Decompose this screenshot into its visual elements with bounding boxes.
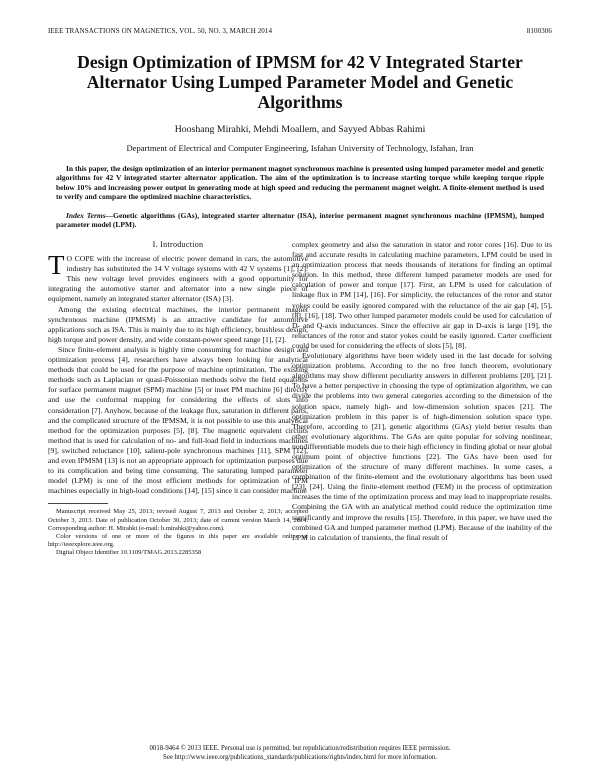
intro-paragraph-2: Among the existing electrical machines, the interior permanent magnet synchronous machine (IPMSM) is an attractive candidate for automotive applications such as ISA. This is mainly due to its high efficiency, brushless design, high torque and power density, and wide constant-power speed range [1], [2]. [48,304,308,344]
footnote-manuscript: Manuscript received May 25, 2013; revised August 7, 2013 and October 2, 2013; accepted October 3, 2013. Date of publication October 30, 2013; date of current version March 14, 2014. Corresponding author: H. Mirahki (e-mail: h.mirahki@yahoo.com). [48,508,308,532]
copyright-line: 0018-9464 © 2013 IEEE. Personal use is permitted, but republication/redistribution requires IEEE permission. [149,745,451,752]
index-terms-text: —Genetic algorithms (GAs), integrated starter alternator (ISA), interior permanent magnet synchronous machine (IPMSM), lumped parameter model (LPM). [56,211,544,230]
index-terms [56,211,544,230]
abstract: In this paper, the design optimization of an interior permanent magnet synchronous machine is presented using lumped parameter model and genetic algorithms for 42 V integrated starter alternator application. The aim of the optimization is to increase starting torque while keeping torque ripple below 10% and increasing power output in generating mode at high speed and reducing the permanent magnet weight. A finite-element method is used to verify and compare the optimized machine characteristics. [56,164,544,202]
intro-paragraph-4: complex geometry and also the saturation in stator and rotor cores [16]. Due to its fast and accurate results in calculating machine parameters, LPM could be used in an optimization process that needs thousands of iterations for finding an optimal solution. In this method, three different lumped parameter models are used for calculation of power and torque [17]. First, an LPM is used for calculation of linkage flux in PM [14], [16]. For simplicity, the reluctances of the rotor and stator yokes could be easily ignored compared with the reluctance of the air gap [4], [5], [8], [16], [18]. Two other lumped parameter models could be used for calculation of D- and Q-axis inductances. Since the effective air gap in D-axis is large [19], the reluctances of the rotor and stator yokes could be easily ignored. Carter coefficient could be used for considering the effects of slots [5], [8]. [292,240,552,350]
left-column [48,240,308,558]
footnote-color: Color versions of one or more of the figures in this paper are available online at http://ieeexplore.ieee.org. [48,532,308,549]
section-heading: I. Introduction [152,240,204,249]
footnote-doi: Digital Object Identifier 10.1109/TMAG.2013.2285358 [56,549,202,557]
journal-name: IEEE TRANSACTIONS ON MAGNETICS, VOL. 50, NO. 3, MARCH 2014 [48,27,273,35]
author-list: Hooshang Mirahki, Mehdi Moallem, and Sayyed Abbas Rahimi [174,124,426,135]
intro-paragraph-5: Evolutionary algorithms have been widely used in the last decade for solving optimization problems. According to the no free lunch theorem, evolutionary algorithms may show different peculiarity answers in different problems [20], [21]. To have a better perspective in choosing the type of optimization algorithm, we can divide the problems into two general categories according to the dimension of the solution space, namely high- and low-dimension solution spaces [21]. The optimization problem in this paper is of high-dimension solution space type. Therefore, according to [21], genetic algorithms (GAs) yield better results than other evolutionary algorithms. The GAs are quite popular for solving nonlinear, nondifferentiable models due to their high efficiency in finding global or near global optimum point of objective functions [22]. The GAs have been used for optimization of the structure of many different machines. In some cases, a combination of the finite-element and the evolutionary algorithms has been used [23], [24]. Using the finite-element method (FEM) in the process of optimization increases the time of the optimization process and may lead to inappropriate results. Combining the GA with an analytical method could reduce the optimization time significantly and improve the results [15]. Therefore, in this paper, we have used the combined GA and lumped parameter method (LPM). Because of the inability of the LPM in calculation of transients, the final result of [292,351,552,542]
index-terms-label: Index Terms [66,211,106,220]
footnotes [48,508,308,557]
footnote-rule [48,503,108,504]
intro-smallcaps: O COPE [66,254,95,264]
page-number: 8100306 [526,27,552,35]
rights-link-line: See http://www.ieee.org/publications_standards/publications/rights/index.html for more information. [163,754,437,761]
affiliation: Department of Electrical and Computer Engineering, Isfahan University of Technology, Isfahan, Iran [126,143,474,153]
intro-paragraph-1 [48,250,309,304]
intro-paragraph-3: Since finite-element analysis is highly time consuming for machine design and optimization process [4], researchers have always been looking for analytical methods that could be used for the purpose of machine optimization. The existing methods such as Laplacian or quasi-Poissonian methods solve the field equations for surface permanent magnet (SPM) machine [5] or inset PM machine [6] directly and use the conformal mapping for considering the effects of slots into consideration [7]. Anyhow, because of the leakage flux, saturation in different parts, and the complicated structure of the IPMSM, it is not possible to use this analytical method for the optimization purposes [5], [8]. The magnetic equivalent circuits method that is used for calculation of no- and full-load field in inductions machines [9], switched reluctance [10], salient-pole synchronous machines [11], SPM [12], and even IPMSM [13] is not an appropriate approach for optimization purposes due to its complication and being time consuming. The saturating lumped parameter model (LPM) is one of the most efficient methods for optimization of IPM machines especially in high-load conditions [14], [15] since it can consider machine [48,344,308,496]
running-header [48,27,552,39]
copyright-footer [40,744,560,762]
drop-cap: T [48,250,65,281]
intro-text-1: with the increase of electric power demand in cars, the automotive industry has substituted the 14 V voltage systems with 42 V systems [1], [2]. This new voltage level provides engineers with a good opportunity for integrating the automotive starter and alternator into a new single piece of equipment, namely an integrated starter alternator (ISA) [3]. [48,254,309,304]
right-column [292,240,552,543]
paper-title: Design Optimization of IPMSM for 42 V Integrated Starter Alternator Using Lumped Parameter Model and Genetic Algorithms [77,52,523,112]
